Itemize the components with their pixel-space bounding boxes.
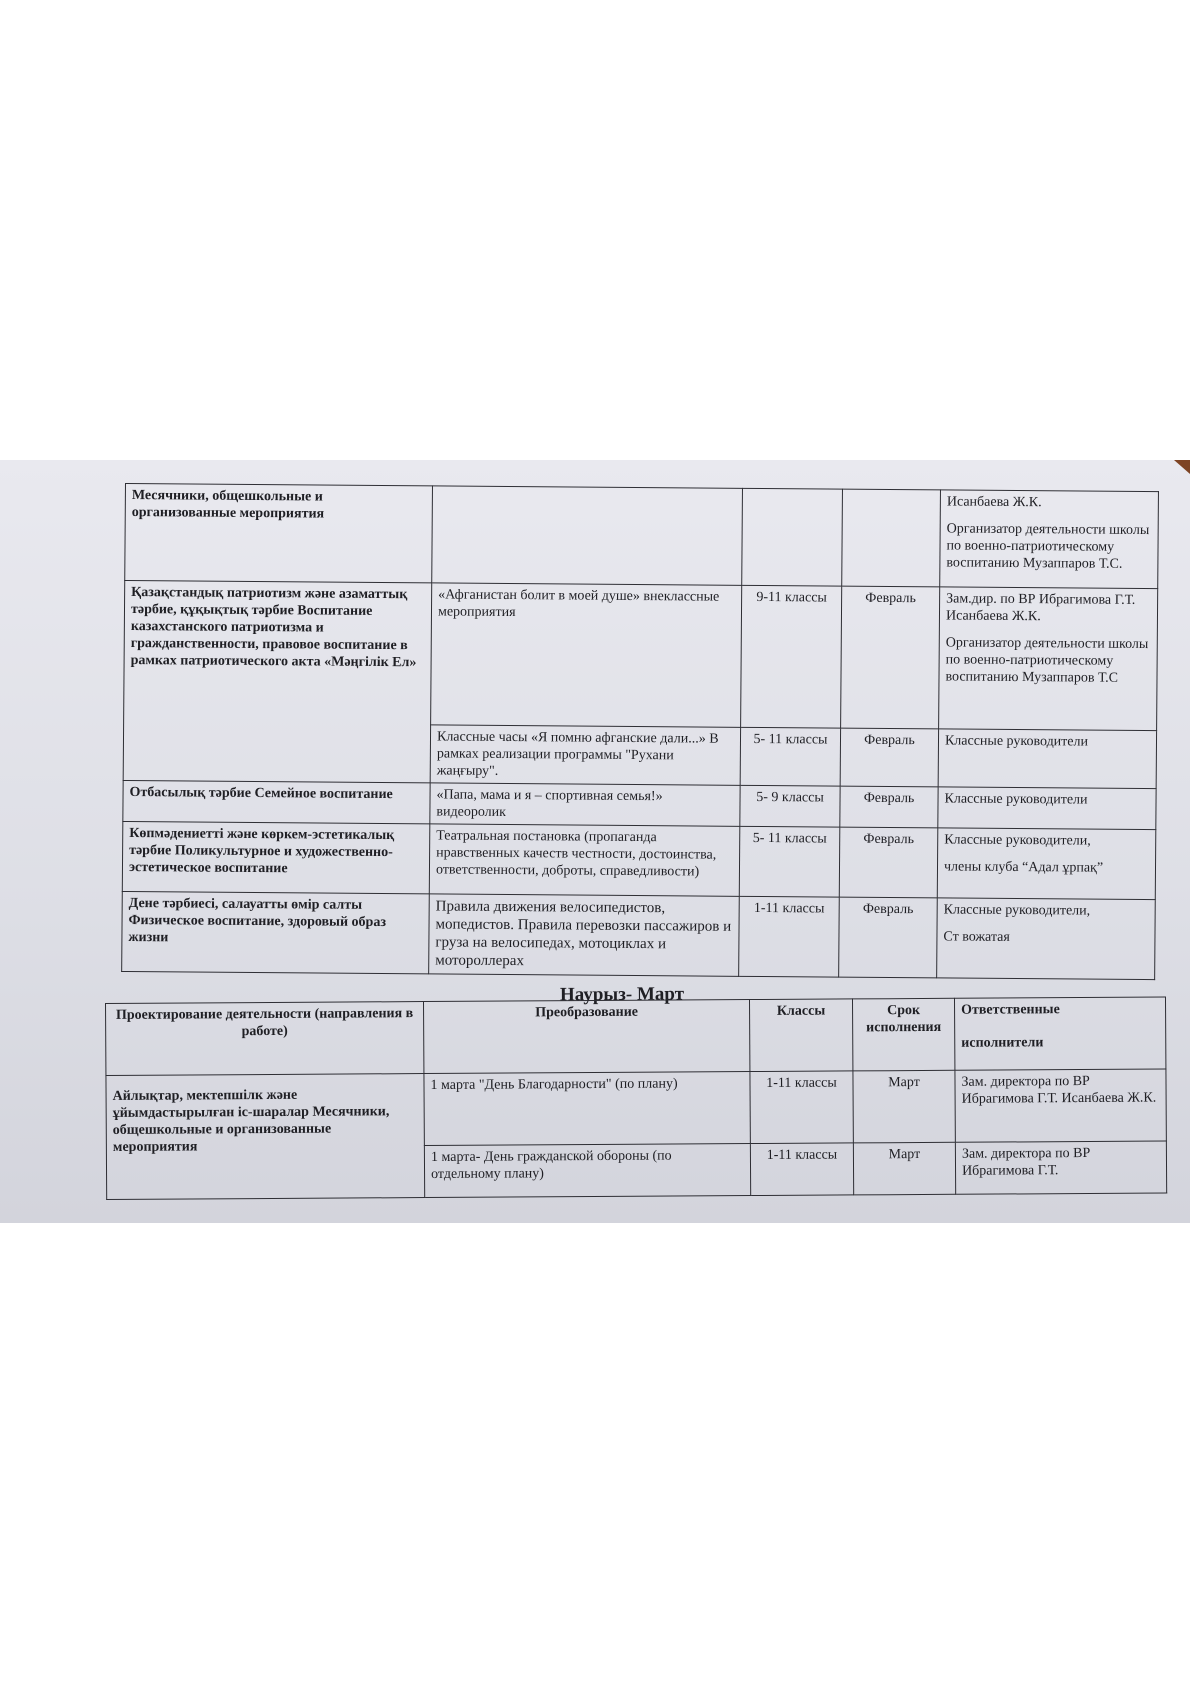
term-cell: [842, 489, 941, 587]
term-cell: Февраль: [839, 827, 938, 898]
section-title: Наурыз- Март: [559, 983, 685, 1006]
term-cell: Март: [853, 1070, 955, 1143]
table-header-row: [106, 997, 1166, 1075]
event-cell: 1 марта "День Благодарности" (по плану): [424, 1072, 750, 1146]
classes-cell: 5- 11 классы: [740, 727, 840, 786]
event-cell: «Папа, мама и я – спортивная семья!» видеоролик: [430, 783, 740, 826]
direction-cell: Көпмәдениетті және көркем-эстетикалық тәрбие Поликультурное и художественно-эстетическое воспитание: [122, 821, 430, 893]
event-cell: Театральная постановка (пропаганда нравственных качеств честности, достоинства, ответственности, доброты, справедливости): [429, 824, 740, 896]
header-event: Преобразование: [423, 1000, 749, 1074]
responsible-cell: [940, 490, 1159, 589]
responsible-line: члены клуба “Адал ұрпақ”: [943, 859, 1104, 876]
term-cell: Март: [853, 1142, 955, 1195]
header-direction: Проектирование деятельности (направления в работе): [106, 1002, 424, 1076]
term-cell: Февраль: [840, 786, 938, 828]
event-cell: Правила движения велосипедистов, мопедистов. Правила перевозки пассажиров и груза на велосипедах, мотоциклах и мотороллерах: [429, 894, 740, 976]
responsible-line: Ст вожатая: [943, 929, 1010, 945]
responsible-cell: [937, 828, 1156, 900]
responsible-cell: [937, 898, 1156, 980]
responsible-cell: [939, 587, 1158, 731]
classes-cell: 1-11 классы: [750, 1143, 853, 1196]
event-cell: [432, 486, 743, 585]
responsible-line: Классные руководители,: [943, 902, 1091, 919]
direction-cell: Қазақстандық патриотизм және азаматтық тәрбие, құқықтық тәрбие Воспитание казахстанского патриотизма и гражданственности, правовое воспитание в рамках патриотического акта «Мәңгілік Ел»: [123, 581, 432, 783]
term-cell: Февраль: [839, 897, 938, 978]
table-row: [106, 1069, 1166, 1147]
header-term: Срок исполнения: [852, 998, 954, 1071]
term-cell: Февраль: [841, 586, 940, 729]
responsible-line: Зам.дир. по ВР Ибрагимова Г.Т. Исанбаева Ж.К.: [945, 591, 1136, 625]
responsible-cell: Классные руководители: [938, 729, 1156, 789]
direction-cell: Дене тәрбиесі, салауатты өмір салты Физическое воспитание, здоровый образ жизни: [122, 891, 430, 973]
classes-cell: 9-11 классы: [741, 585, 842, 728]
classes-cell: [742, 488, 843, 586]
classes-cell: 5- 9 классы: [740, 785, 840, 827]
responsible-line: Классные руководители,: [944, 832, 1091, 849]
header-responsible-line: исполнители: [961, 1035, 1044, 1051]
responsible-line: Организатор деятельности школы по военно-патриотическому воспитанию Музаппаров Т.С: [945, 635, 1149, 686]
direction-cell: Айлықтар, мектепшілк және ұйымдастырылған іс-шаралар Месячники, общешкольные и организованные мероприятия: [106, 1074, 425, 1200]
classes-cell: 1-11 классы: [750, 1071, 853, 1144]
responsible-cell: Зам. директора по ВР Ибрагимова Г.Т. Исанбаева Ж.К.: [955, 1069, 1166, 1142]
march-plan-table: [105, 997, 1167, 1200]
responsible-line: Организатор деятельности школы по военно-патриотическому воспитанию Музаппаров Т.С.: [946, 521, 1150, 572]
event-cell: Классные часы «Я помню афганские дали...» В рамках реализации программы "Рухани жаңғыру".: [430, 725, 740, 785]
header-classes: Классы: [749, 999, 852, 1072]
february-plan-table: [121, 483, 1159, 980]
classes-cell: 1-11 классы: [739, 896, 840, 977]
table-row: [125, 484, 1159, 589]
responsible-cell: Зам. директора по ВР Ибрагимова Г.Т.: [955, 1141, 1166, 1194]
direction-cell: Отбасылық тәрбие Семейное воспитание: [123, 780, 430, 823]
responsible-line: Исанбаева Ж.К.: [946, 494, 1042, 511]
table-row: [124, 581, 1158, 731]
event-cell: 1 марта- День гражданской обороны (по отдельному плану): [424, 1144, 750, 1198]
table-row: [122, 821, 1156, 899]
term-cell: Февраль: [840, 728, 938, 787]
header-responsible: [954, 997, 1165, 1070]
header-responsible-line: Ответственные: [961, 1002, 1060, 1018]
responsible-cell: Классные руководители: [938, 787, 1156, 830]
direction-cell: Месячники, общешкольные и организованные мероприятия: [125, 484, 433, 583]
event-cell: «Афганистан болит в моей душе» внеклассные мероприятия: [431, 583, 742, 727]
classes-cell: 5- 11 классы: [739, 826, 840, 897]
table-row: [122, 891, 1156, 979]
